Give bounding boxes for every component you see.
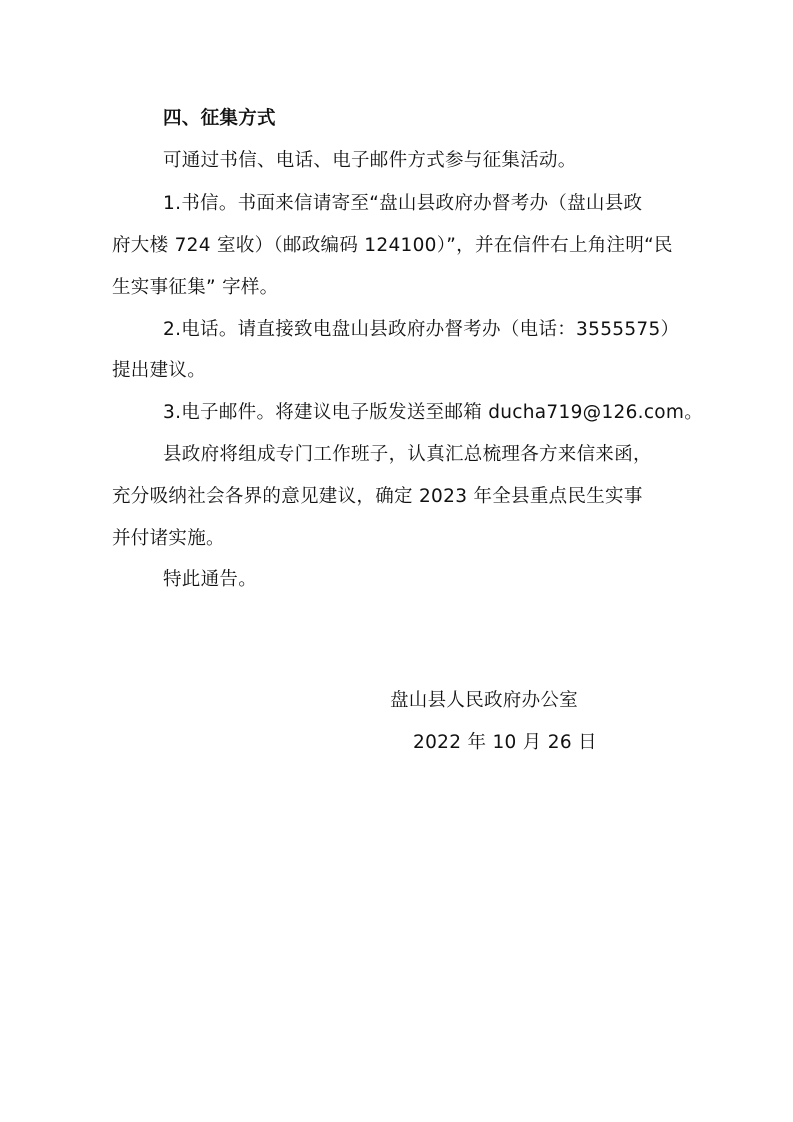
phone-item-line-1: 2.电话。请直接致电盘山县政府办督考办（电话：3555575） bbox=[163, 319, 680, 340]
phone-item-line-2: 提出建议。 bbox=[112, 360, 207, 381]
intro-paragraph: 可通过书信、电话、电子邮件方式参与征集活动。 bbox=[163, 150, 577, 171]
signature-organization: 盘山县人民政府办公室 bbox=[390, 690, 579, 711]
notice-text: 特此通告。 bbox=[163, 569, 258, 590]
letter-item-line-2: 府大楼 724 室收）（邮政编码 124100）”，并在信件右上角注明“民 bbox=[112, 235, 673, 256]
section-heading: 四、征集方式 bbox=[163, 108, 276, 129]
email-item-line-1: 3.电子邮件。将建议电子版发送至邮箱 ducha719@126.com。 bbox=[163, 402, 704, 423]
letter-item-line-1: 1.书信。书面来信请寄至“盘山县政府办督考办（盘山县政 bbox=[163, 193, 643, 214]
letter-item-line-3: 生实事征集” 字样。 bbox=[112, 277, 279, 298]
signature-date: 2022 年 10 月 26 日 bbox=[413, 732, 597, 753]
closing-paragraph-line-2: 充分吸纳社会各界的意见建议，确定 2023 年全县重点民生实事 bbox=[112, 486, 643, 507]
closing-paragraph-line-3: 并付诸实施。 bbox=[112, 528, 225, 549]
closing-paragraph-line-1: 县政府将组成专门工作班子，认真汇总梳理各方来信来函， bbox=[163, 444, 652, 465]
